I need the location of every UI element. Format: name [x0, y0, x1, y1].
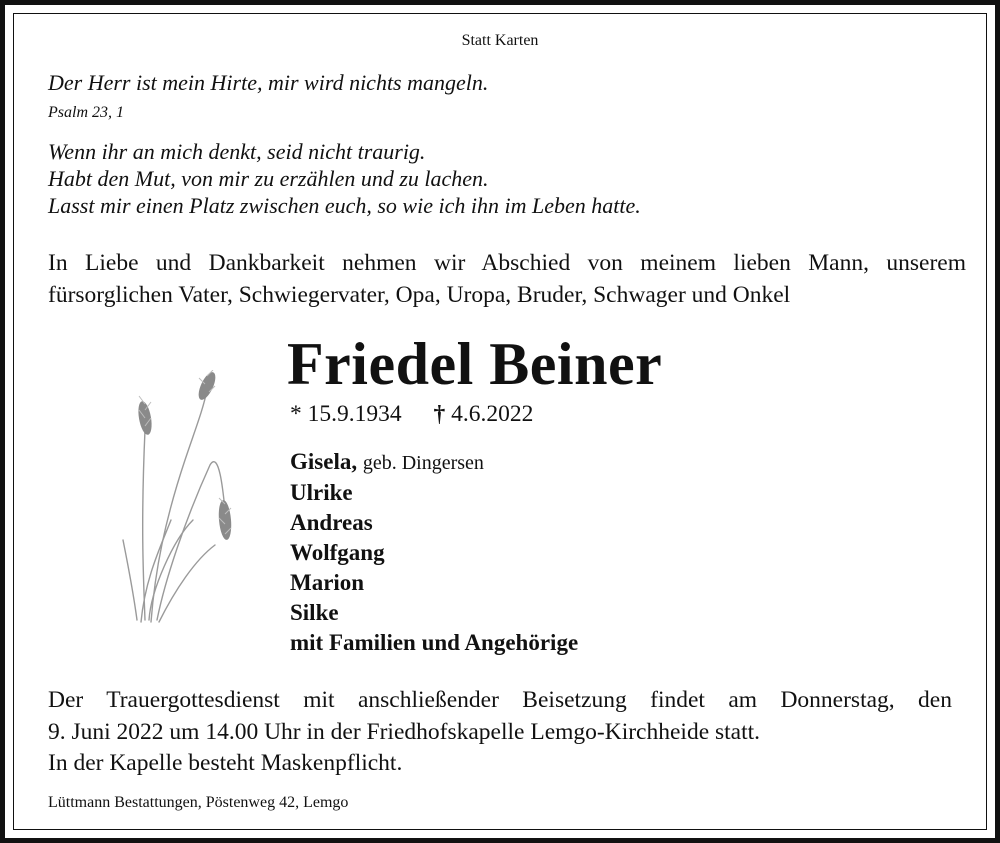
- family-member-spouse: [290, 447, 578, 478]
- family-member: Wolfgang: [290, 540, 385, 565]
- mask-notice: In der Kapelle besteht Maskenpflicht.: [48, 750, 403, 776]
- poem-line: Habt den Mut, von mir zu erzählen und zu lachen.: [48, 166, 489, 191]
- service-info: [48, 684, 952, 748]
- birth-date: * 15.9.1934: [290, 401, 402, 427]
- poem-line: Wenn ihr an mich denkt, seid nicht traurig.: [48, 139, 426, 164]
- intro-text: [48, 247, 966, 311]
- spouse-maiden-name: geb. Dingersen: [362, 452, 484, 474]
- service-line: 9. Juni 2022 um 14.00 Uhr in der Friedhofskapelle Lemgo-Kirchheide statt.: [48, 719, 761, 745]
- poem: [48, 138, 641, 219]
- undertaker-info: Lüttmann Bestattungen, Pöstenweg 42, Lemgo: [48, 794, 349, 811]
- intro-line: In Liebe und Dankbarkeit nehmen wir Abschied von meinem lieben Mann, unserem: [48, 250, 966, 276]
- intro-line: fürsorglichen Vater, Schwiegervater, Opa, Uropa, Bruder, Schwager und Onkel: [48, 282, 791, 308]
- family-closing: mit Familien und Angehörige: [290, 630, 579, 655]
- family-member: Andreas: [290, 510, 373, 535]
- deceased-name: Friedel Beiner: [287, 331, 663, 397]
- life-dates: [290, 401, 533, 428]
- poem-line: Lasst mir einen Platz zwischen euch, so wie ich ihn im Leben hatte.: [48, 193, 641, 218]
- spouse-name: Gisela,: [290, 449, 358, 474]
- bible-verse-reference: Psalm 23, 1: [48, 104, 124, 121]
- family-member: Marion: [290, 570, 365, 595]
- death-date: 4.6.2022: [451, 401, 534, 427]
- service-line: Der Trauergottesdienst mit anschließender Beisetzung findet am Donnerstag, den: [48, 687, 952, 713]
- wheat-icon: [115, 370, 245, 630]
- cross-icon: †: [433, 401, 446, 427]
- family-member: Silke: [290, 600, 339, 625]
- family-list: [290, 447, 578, 658]
- family-member: Ulrike: [290, 480, 353, 505]
- header-statt-karten: Statt Karten: [461, 32, 539, 49]
- bible-verse: Der Herr ist mein Hirte, mir wird nichts mangeln.: [48, 70, 489, 95]
